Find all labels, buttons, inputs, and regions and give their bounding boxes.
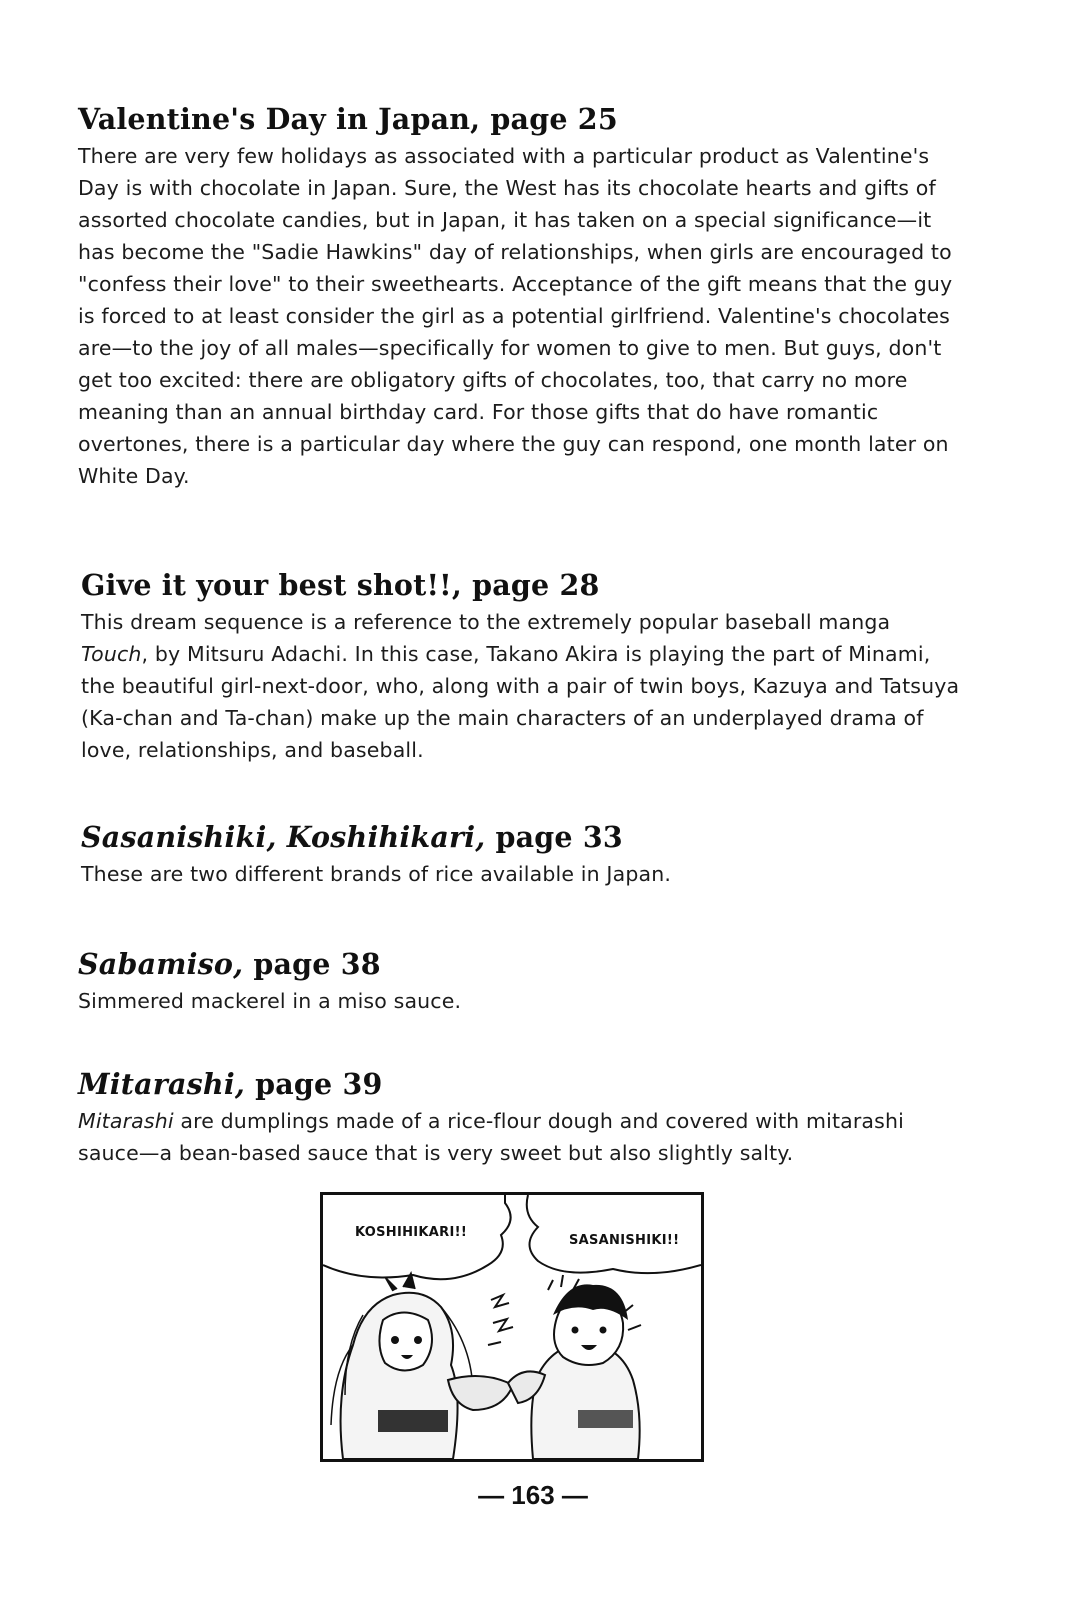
entry-body-text: are dumplings made of a rice-flour dough and covered with mitarashi sauce—a bean-based sauce that is very sweet but also slightly salty. <box>78 1109 904 1165</box>
entry-page-ref: page 28 <box>462 568 600 602</box>
entry-heading <box>81 568 961 602</box>
glossary-entry-mitarashi <box>78 1067 958 1169</box>
entry-term: Give it your best shot!!, <box>81 568 462 602</box>
shout-koshihikari: KOSHIHIKARI!! <box>355 1225 468 1240</box>
entry-body-text: , by Mitsuru Adachi. In this case, Takano Akira is playing the part of Minami, the beautiful girl-next-door, who, along with a pair of twin boys, Kazuya and Tatsuya (Ka-chan and Ta-chan) make up the main characters of an underplayed drama of love, relationships, and baseball. <box>81 642 960 762</box>
entry-body-italic: Mitarashi <box>78 1109 174 1133</box>
glossary-entry-sasanishiki-koshihikari <box>81 820 961 890</box>
entry-heading <box>78 102 958 136</box>
entry-term: Valentine's Day in Japan, <box>78 102 481 136</box>
entry-page-ref: page 25 <box>480 102 618 136</box>
entry-page-ref: page 39 <box>245 1067 383 1101</box>
glossary-entry-sabamiso <box>78 947 958 1017</box>
page-number: — 163 — <box>478 1480 588 1510</box>
entry-page-ref: page 33 <box>485 820 623 854</box>
entry-term: Sasanishiki, Koshihikari, <box>81 820 486 854</box>
entry-body <box>78 1105 958 1169</box>
entry-body: There are very few holidays as associated with a particular product as Valentine's Day is with chocolate in Japan. Sure, the West has its chocolate hearts and gifts of assorted chocolate candies, but in Japan, it has taken on a special significance—it has become the "Sadie Hawkins" day of relationships, when girls are encouraged to "confess their love" to their sweethearts. Acceptance of the gift means that the guy is forced to at least consider the girl as a potential girlfriend. Valentine's chocolates are—to the joy of all males—specifically for women to give to men. But guys, don't get too excited: there are obligatory gifts of chocolates, too, that carry no more meaning than an annual birthday card. For those gifts that do have romantic overtones, there is a particular day where the guy can respond, one month later on White Day. <box>78 144 953 488</box>
manga-panel <box>320 1192 704 1462</box>
entry-body: Simmered mackerel in a miso sauce. <box>78 989 462 1013</box>
entry-heading <box>81 820 961 854</box>
entry-heading <box>78 1067 958 1101</box>
entry-body: These are two different brands of rice available in Japan. <box>81 862 672 886</box>
entry-body <box>81 606 961 766</box>
entry-page-ref: page 38 <box>243 947 381 981</box>
entry-term: Sabamiso, <box>78 947 244 981</box>
entry-body-text: This dream sequence is a reference to the extremely popular baseball manga <box>81 610 891 634</box>
glossary-entry-valentines-day <box>78 102 958 492</box>
entry-body-italic: Touch <box>81 642 142 666</box>
glossary-entry-give-it-your-best-shot <box>81 568 961 766</box>
entry-term: Mitarashi, <box>78 1067 246 1101</box>
entry-heading <box>78 947 958 981</box>
shout-sasanishiki: SASANISHIKI!! <box>569 1233 680 1248</box>
